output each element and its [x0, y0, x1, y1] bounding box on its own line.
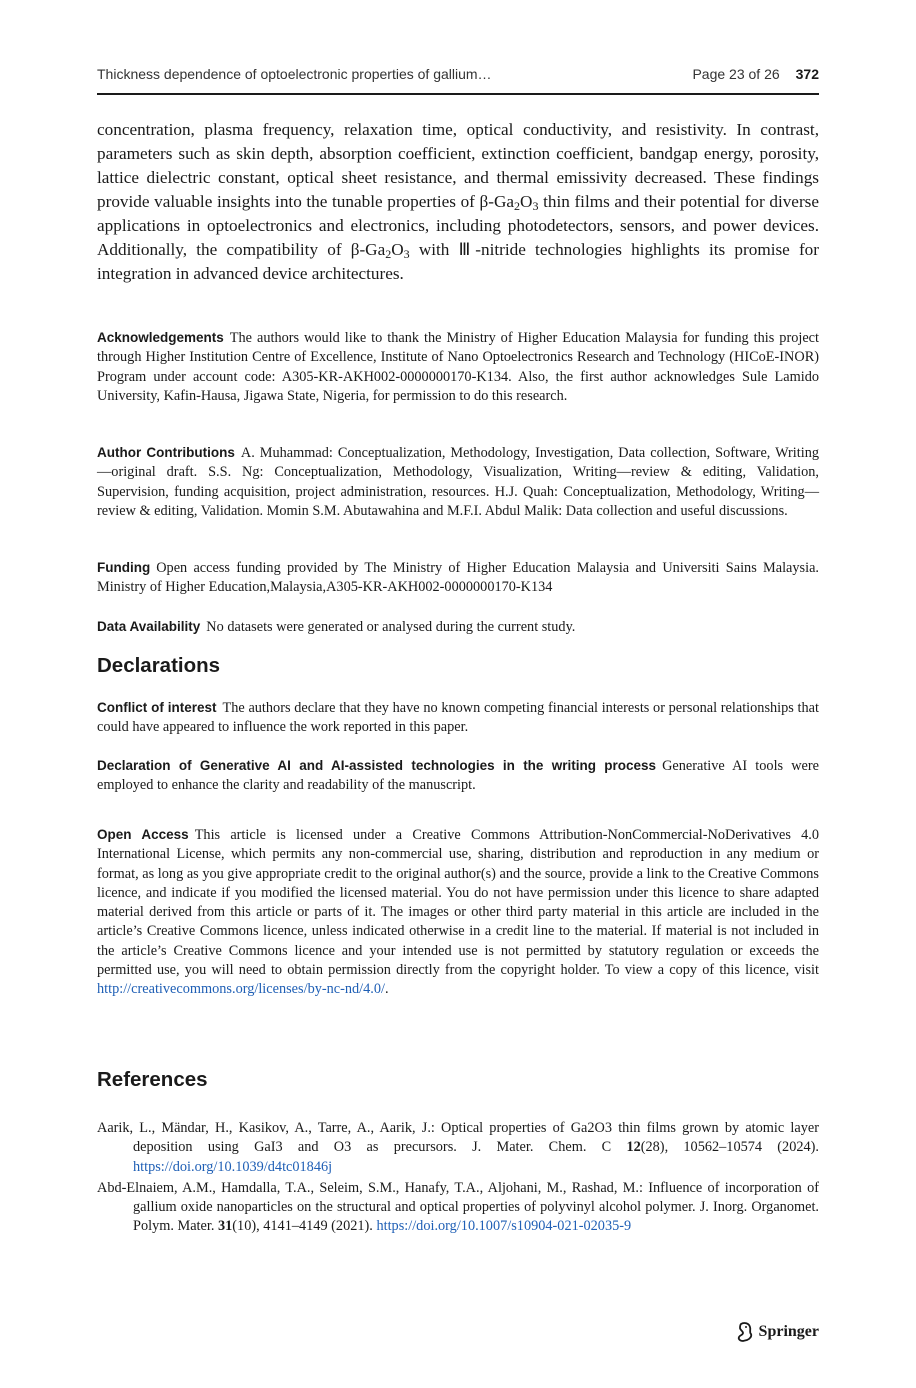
running-header [97, 66, 819, 88]
author-contributions-label: Author Contributions [97, 445, 235, 460]
declarations-heading: Declarations [97, 654, 221, 677]
reference-text: Abd-Elnaiem, A.M., Hamdalla, T.A., Seleim, S.M., Hanafy, T.A., Aljohani, M., Rashad, M.: Influence of incorporation of gallium oxide nanoparticles on the structural and optical properties of polyvinyl alcohol polymer. J. Inorg. Organomet. Polym. Mater. [97, 1179, 819, 1235]
subscript: 3 [532, 199, 539, 213]
open-access-label: Open Access [97, 827, 189, 842]
intro-paragraph [97, 118, 819, 286]
oxygen-symbol: O [520, 192, 533, 211]
acknowledgements-paragraph [97, 328, 819, 406]
subscript: 2 [385, 247, 392, 261]
reference-doi-link[interactable]: https://doi.org/10.1039/d4tc01846j [133, 1158, 333, 1175]
intro-text-3: with Ⅲ-nitride technologies highlights its promise for integration in advanced device architectures. [97, 240, 819, 283]
data-availability-text: No datasets were generated or analysed during the current study. [206, 619, 576, 635]
article-number: 372 [795, 66, 819, 82]
generative-ai-text: Generative AI tools were employed to enhance the clarity and readability of the manuscript. [97, 758, 820, 794]
springer-horse-icon [735, 1321, 755, 1343]
references-heading: References [97, 1068, 208, 1091]
reference-volume: 31 [218, 1218, 233, 1235]
reference-text: Aarik, L., Mändar, H., Kasikov, A., Tarre, A., Aarik, J.: Optical properties of Ga2O3 thin films grown by atomic layer deposition using GaI3 and O3 as precursors. J. Mater. Chem. C [97, 1120, 819, 1156]
conflict-of-interest-text: The authors declare that they have no known competing financial interests or personal relationships that could have appeared to influence the work reported in this paper. [97, 700, 819, 736]
funding-text: Open access funding provided by The Ministry of Higher Education Malaysia and Universiti Sains Malaysia. Ministry of Higher Education,Malaysia,A305-KR-AKH002-0000000170-K134 [97, 560, 819, 596]
intro-text-1: concentration, plasma frequency, relaxation time, optical conductivity, and resistivity. In contrast, parameters such as skin depth, absorption coefficient, extinction coefficient, bandgap energy, porosity, lattice dielectric constant, optical sheet resistance, and thermal emissivity decreased. These findings provide valuable insights into the tunable properties of β-Ga [97, 120, 819, 211]
license-link[interactable]: http://creativecommons.org/licenses/by-nc-nd/4.0/ [97, 981, 385, 998]
reference-details: (10), 4141–4149 (2021). [232, 1218, 377, 1235]
data-availability-paragraph [97, 617, 819, 637]
reference-item [97, 1119, 819, 1177]
oxygen-symbol: O [391, 240, 404, 259]
open-access-text: This article is licensed under a Creative Commons Attribution-NonCommercial-NoDerivatives 4.0 International License, which permits any non-commercial use, sharing, distribution and reproduction in any medium or format, as long as you give appropriate credit to the original author(s) and the source, provide a link to the Creative Commons licence, and indicate if you modified the licensed material. You do not have permission under this licence to share adapted material derived from this article or parts of it. The images or other third party material in this article are included in the article’s Creative Commons licence, unless indicated otherwise in a credit line to the material. If material is not included in the article’s Creative Commons licence and your intended use is not permitted by statutory regulation or exceeds the permitted use, you will need to obtain permission directly from the copyright holder. To view a copy of this licence, visit [97, 827, 819, 979]
header-rule [97, 93, 819, 95]
reference-item [97, 1179, 819, 1237]
conflict-of-interest-label: Conflict of interest [97, 700, 217, 715]
author-contributions-paragraph [97, 443, 819, 521]
page-info [692, 66, 819, 82]
acknowledgements-text: The authors would like to thank the Ministry of Higher Education Malaysia for funding this project through Higher Institution Centre of Excellence, Institute of Nano Optoelectronics Research and Technology (HICoE-INOR) Program under account code: A305-KR-AKH002-0000000170-K134. Also, the first author acknowledges Sule Lamido University, Kafin-Hausa, Jigawa State, Nigeria, for permission to do this research. [97, 330, 819, 404]
open-access-paragraph [97, 825, 819, 1000]
author-contributions-text: A. Muhammad: Conceptualization, Methodology, Investigation, Data collection, Software, Writing—original draft. S.S. Ng: Conceptualization, Methodology, Visualization, Writing—review & editing, Validation, Supervision, funding acquisition, project administration, resources. H.J. Quah: Conceptualization, Methodology, Writing—review & editing, Validation. Momin S.M. Abutawahina and M.F.I. Abdul Malik: Data collection and useful discussions. [97, 445, 819, 519]
reference-list [97, 1119, 819, 1239]
intro-text-2: thin films and their potential for diverse applications in optoelectronics and electronics, including photodetectors, sensors, and power devices. Additionally, the compatibility of β-Ga [97, 192, 819, 259]
data-availability-label: Data Availability [97, 619, 201, 634]
publisher-name: Springer [758, 1323, 819, 1340]
page-label: Page 23 of 26 [692, 66, 780, 82]
subscript: 3 [403, 247, 410, 261]
acknowledgements-label: Acknowledgements [97, 330, 224, 345]
publisher-logo [735, 1321, 819, 1343]
reference-doi-link[interactable]: https://doi.org/10.1007/s10904-021-02035-9 [376, 1218, 632, 1235]
funding-paragraph [97, 558, 819, 598]
running-title: Thickness dependence of optoelectronic properties of gallium… [97, 66, 492, 82]
generative-ai-paragraph [97, 756, 819, 796]
reference-details: (28), 10562–10574 (2024). [640, 1139, 819, 1156]
generative-ai-label: Declaration of Generative AI and AI-assisted technologies in the writing process [97, 758, 657, 773]
conflict-of-interest-paragraph [97, 698, 819, 738]
open-access-tail: . [385, 981, 389, 998]
funding-label: Funding [97, 560, 151, 575]
subscript: 2 [514, 199, 521, 213]
reference-volume: 12 [626, 1139, 641, 1156]
